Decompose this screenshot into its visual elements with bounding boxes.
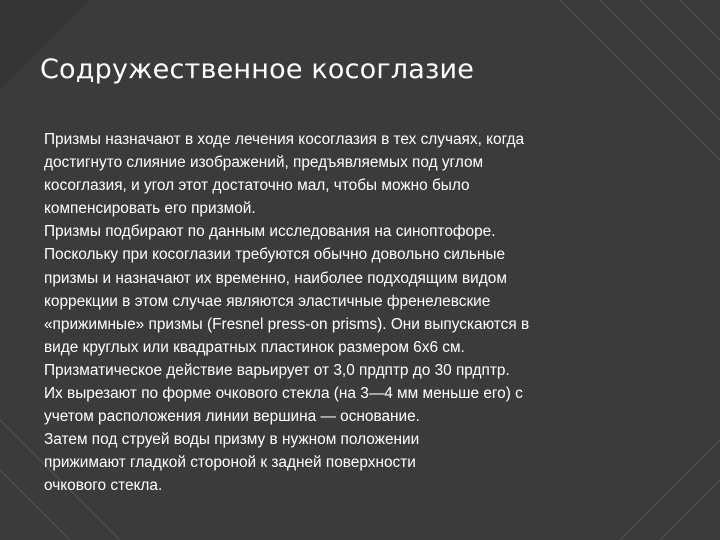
body-line: достигнуто слияние изображений, предъявляемых под углом bbox=[44, 154, 484, 172]
slide-title: Содружественное косоглазие bbox=[40, 54, 475, 85]
body-line: «прижимные» призмы (Fresnel press-on prisms). Они выпускаются в bbox=[44, 315, 530, 333]
body-line: виде круглых или квадратных пластинок размером 6x6 см. bbox=[44, 338, 465, 356]
body-line: Призматическое действие варьирует от 3,0 прдптр до 30 прдптр. bbox=[44, 361, 510, 379]
body-line: учетом расположения линии вершина — основание. bbox=[44, 408, 420, 426]
body-line: прижимают гладкой стороной к задней поверхности bbox=[44, 454, 416, 472]
body-line: призмы и назначают их временно, наиболее подходящим видом bbox=[44, 269, 507, 287]
body-line: коррекции в этом случае являются эластичные френелевские bbox=[44, 292, 491, 310]
body-line: Их вырезают по форме очкового стекла (на 3—4 мм меньше его) с bbox=[44, 385, 523, 403]
body-line: Поскольку при косоглазии требуются обычно довольно сильные bbox=[44, 246, 506, 264]
body-line: Призмы подбирают по данным исследования на синоптофоре. bbox=[44, 223, 496, 241]
slide-body bbox=[44, 128, 636, 498]
body-line: косоглазия, и угол этот достаточно мал, чтобы можно было bbox=[44, 177, 470, 195]
body-line: компенсировать его призмой. bbox=[44, 200, 256, 218]
body-line: очкового стекла. bbox=[44, 477, 163, 495]
body-line: Призмы назначают в ходе лечения косоглазия в тех случаях, когда bbox=[44, 131, 525, 148]
body-line: Затем под струей воды призму в нужном положении bbox=[44, 431, 420, 449]
